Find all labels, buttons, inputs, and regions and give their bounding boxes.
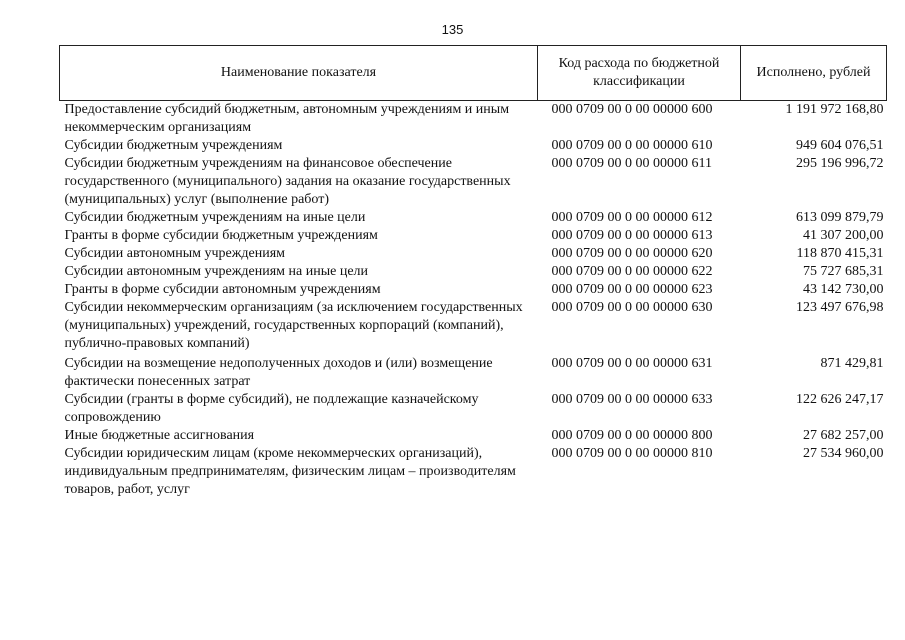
row-name: Предоставление субсидий бюджетным, автономным учреждениям и иным некоммерческим организациям: [64, 102, 510, 135]
table-row: [60, 445, 887, 499]
table-row: [60, 281, 887, 299]
header-code: Код расхода по бюджетной классификации: [538, 46, 741, 101]
header-amount: Исполнено, рублей: [741, 46, 887, 101]
row-code: 000 0709 00 0 00 00000 612: [551, 210, 713, 225]
row-amount: 118 870 415,31: [796, 246, 884, 261]
row-code: 000 0709 00 0 00 00000 810: [551, 446, 713, 461]
row-name: Субсидии на возмещение недополученных доходов и (или) возмещение фактически понесенных затрат: [64, 356, 493, 389]
row-code: 000 0709 00 0 00 00000 610: [551, 138, 713, 153]
table-row: [60, 263, 887, 281]
row-name: Субсидии (гранты в форме субсидий), не подлежащие казначейскому сопровождению: [64, 392, 479, 425]
row-amount: 613 099 879,79: [796, 210, 884, 225]
row-name: Субсидии бюджетным учреждениям: [64, 138, 283, 153]
table-row: [60, 299, 887, 353]
table-header-row: [60, 46, 887, 101]
row-code: 000 0709 00 0 00 00000 622: [551, 264, 713, 279]
header-name: Наименование показателя: [60, 46, 538, 101]
row-amount: 75 727 685,31: [803, 264, 884, 279]
table-row: [60, 155, 887, 209]
row-name: Субсидии автономным учреждениям на иные цели: [64, 264, 369, 279]
row-amount: 123 497 676,98: [796, 300, 884, 315]
row-amount: 27 534 960,00: [803, 446, 884, 461]
row-amount: 43 142 730,00: [803, 282, 884, 297]
row-name: Субсидии некоммерческим организациям (за исключением государственных (муниципальных) учреждений, государственных корпораций (компаний), публично-правовых компаний): [64, 300, 523, 351]
row-name: Субсидии бюджетным учреждениям на иные цели: [64, 210, 366, 225]
expenditure-table: [59, 45, 887, 499]
table-row: [60, 427, 887, 445]
table-row: [60, 137, 887, 155]
row-code: 000 0709 00 0 00 00000 620: [551, 246, 713, 261]
row-code: 000 0709 00 0 00 00000 800: [551, 428, 713, 443]
row-code: 000 0709 00 0 00 00000 630: [551, 300, 713, 315]
table-row: [60, 353, 887, 391]
row-code: 000 0709 00 0 00 00000 600: [551, 102, 713, 117]
table-row: [60, 101, 887, 138]
table-row: [60, 209, 887, 227]
row-code: 000 0709 00 0 00 00000 613: [551, 228, 713, 243]
table-row: [60, 391, 887, 427]
table-row: [60, 227, 887, 245]
row-amount: 27 682 257,00: [803, 428, 884, 443]
row-code: 000 0709 00 0 00 00000 611: [551, 156, 712, 171]
row-amount: 295 196 996,72: [796, 156, 884, 171]
row-amount: 41 307 200,00: [803, 228, 884, 243]
row-code: 000 0709 00 0 00 00000 633: [551, 392, 713, 407]
row-name: Гранты в форме субсидии автономным учреждениям: [64, 282, 381, 297]
row-amount: 871 429,81: [820, 356, 884, 371]
row-name: Иные бюджетные ассигнования: [64, 428, 255, 443]
row-amount: 122 626 247,17: [796, 392, 884, 407]
row-code: 000 0709 00 0 00 00000 631: [551, 356, 713, 371]
row-name: Субсидии автономным учреждениям: [64, 246, 286, 261]
row-amount: 949 604 076,51: [796, 138, 884, 153]
row-name: Субсидии юридическим лицам (кроме некоммерческих организаций), индивидуальным предпринимателям, физическим лицам – производителям товаров, работ, услуг: [64, 446, 516, 497]
row-amount: 1 191 972 168,80: [785, 102, 884, 117]
row-name: Субсидии бюджетным учреждениям на финансовое обеспечение государственного (муниципального) задания на оказание государственных (муниципальных) услуг (выполнение работ): [64, 156, 511, 207]
table-row: [60, 245, 887, 263]
page-number: 135: [441, 22, 464, 37]
row-code: 000 0709 00 0 00 00000 623: [551, 282, 713, 297]
row-name: Гранты в форме субсидии бюджетным учреждениям: [64, 228, 378, 243]
